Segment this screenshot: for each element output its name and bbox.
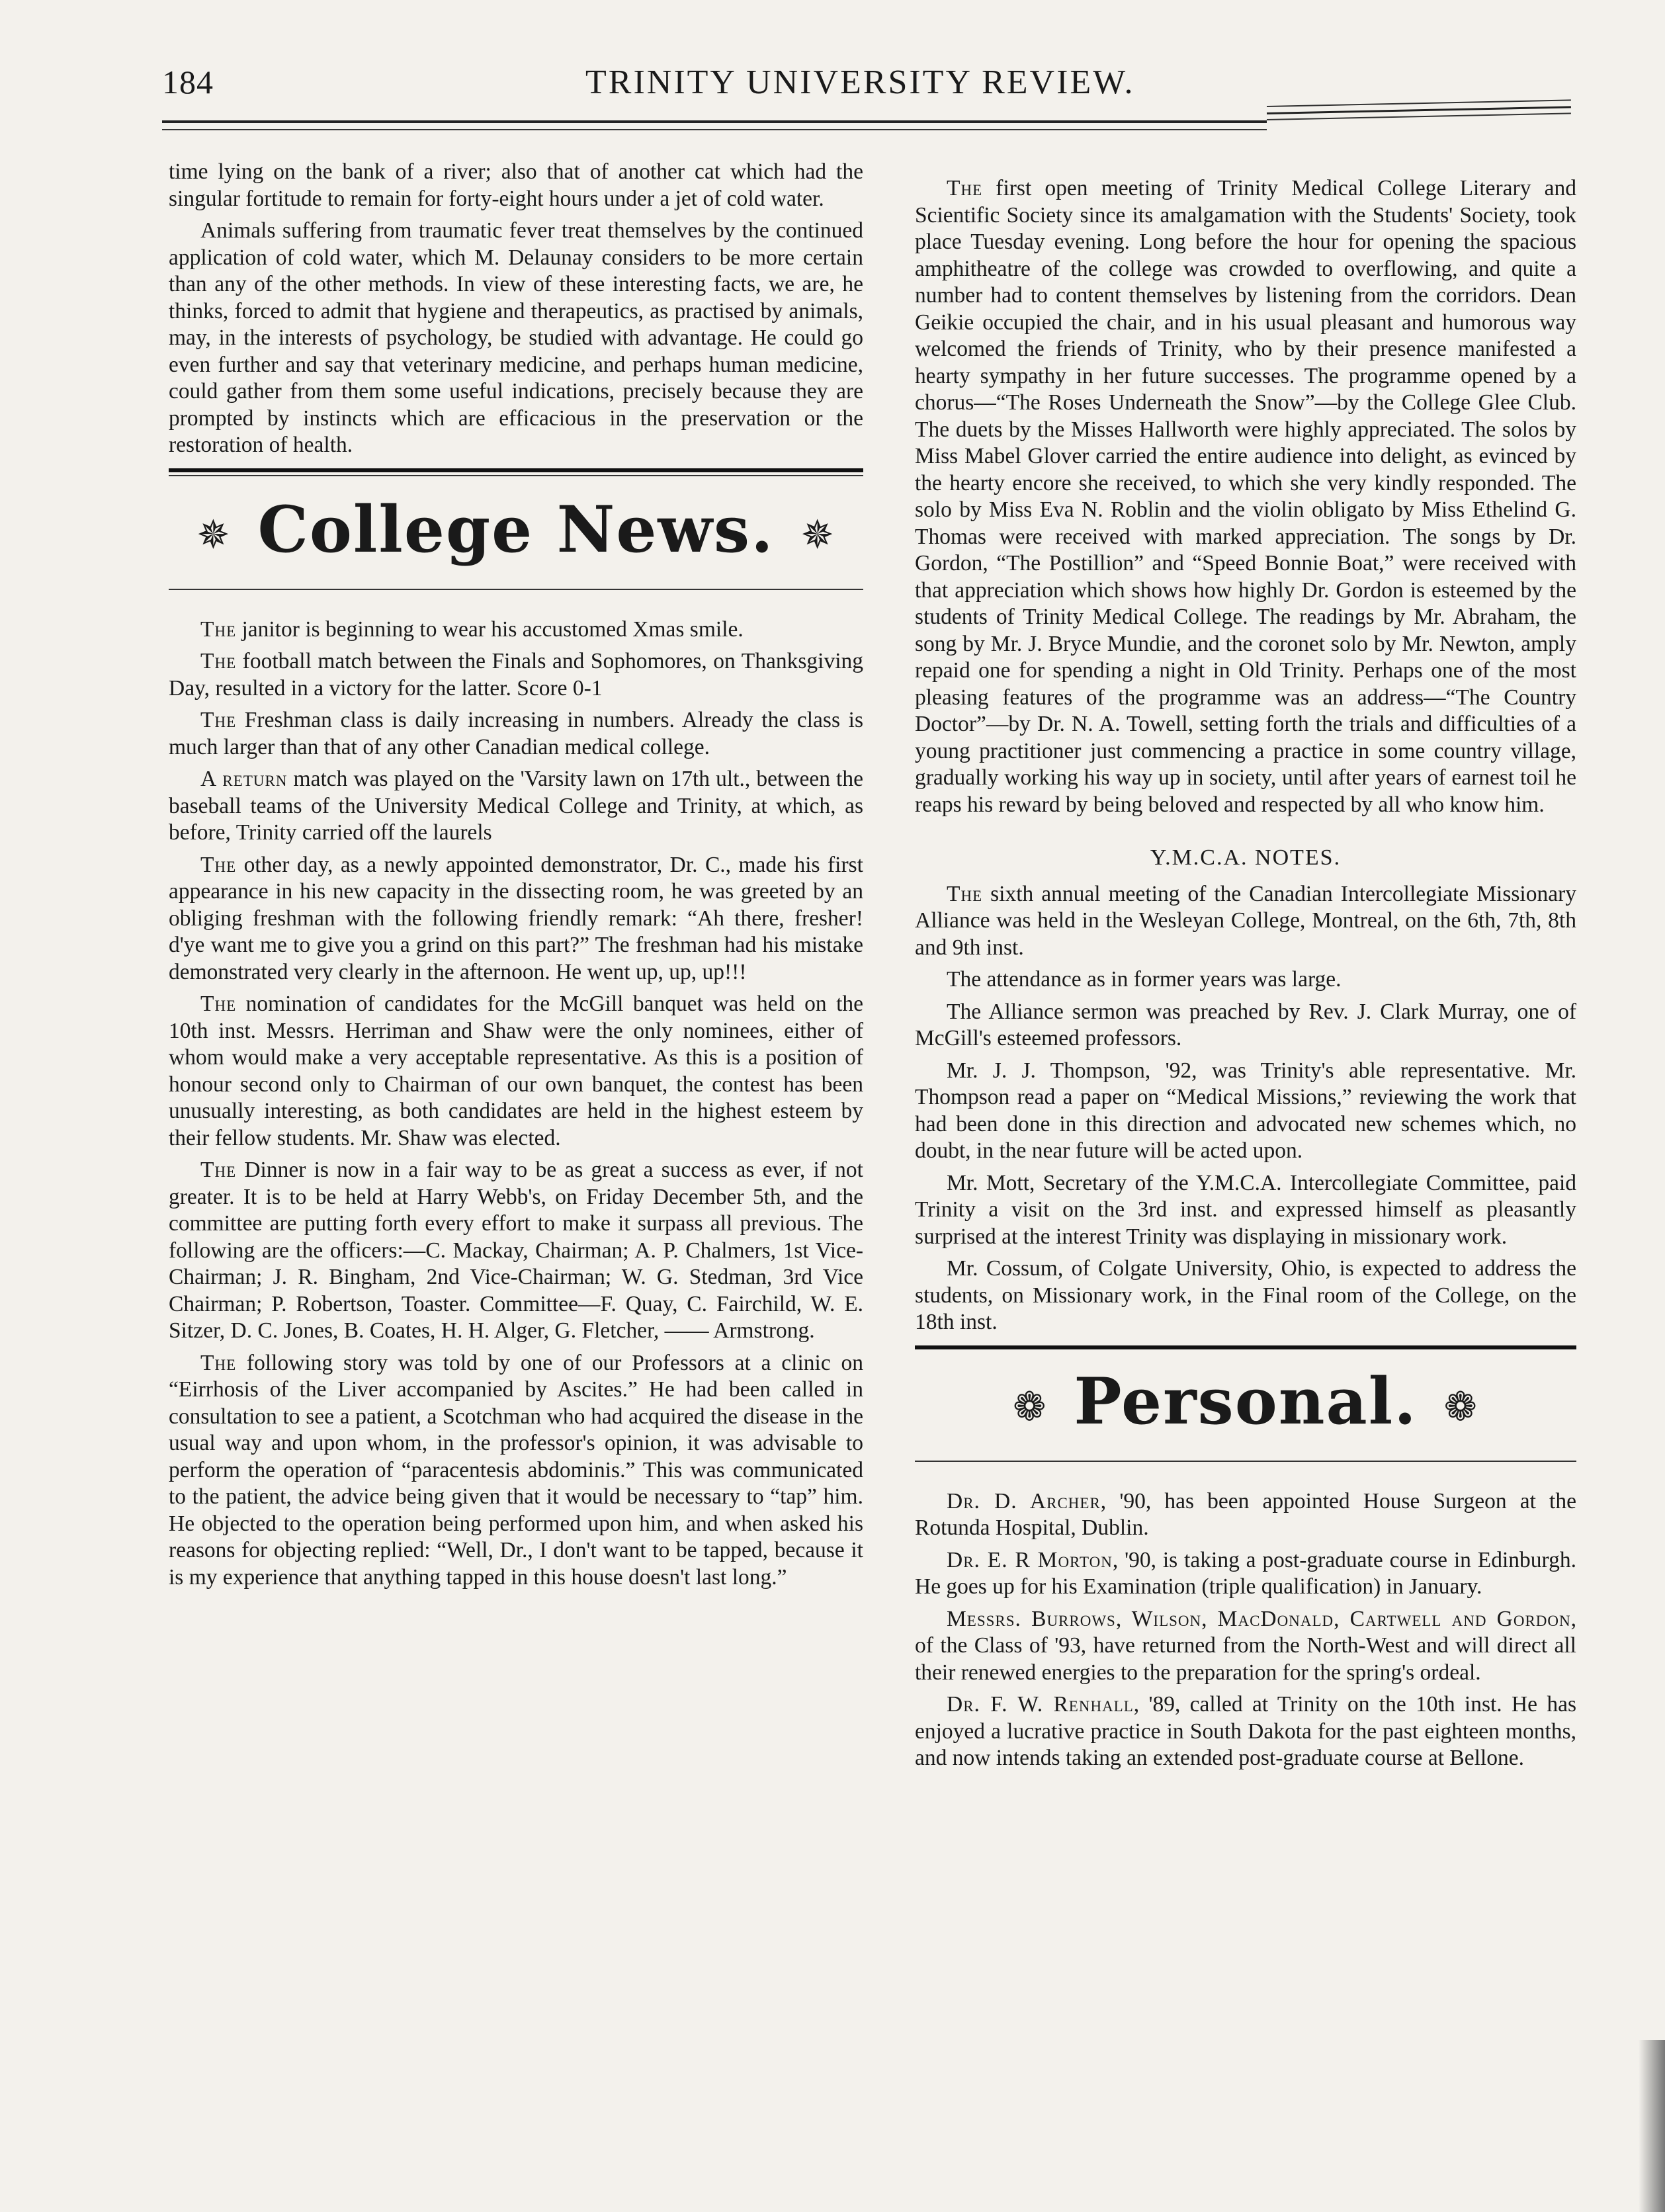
news-text: match was played on the 'Varsity lawn on 17th ult., between the baseball teams of the University Medical College and Trinity, at which, as before, Trinity carried off the laurels: [169, 767, 863, 845]
news-lead: A return: [200, 767, 288, 791]
ymca-item: Mr. J. J. Thompson, '92, was Trinity's able representative. Mr. Thompson read a paper on “Medical Missions,” reviewing the work that had been done in this direction and advocated new schemes which, no doubt, in the near future will be acted upon.: [915, 1058, 1576, 1163]
right-column: [915, 175, 1576, 1777]
personal-lead: Dr. E. R Morton: [947, 1547, 1113, 1572]
college-news-heading: [169, 480, 863, 579]
society-text: first open meeting of Trinity Medical College Literary and Scientific Society since its amalgamation with the Students' Society, took place Tuesday evening. Long before the hour for opening the spacious amphitheatre of the college was crowded to overflowing, and quite a number had to content themselves by listening from the corridors. Dean Geikie occupied the chair, and in his usual pleasant and humorous way welcomed the friends of Trinity, who by their presence manifested a hearty sympathy in her future successes. The programme opened by a chorus—“The Roses Underneath the Snow”—by the College Glee Club. The duets by the Misses Hallworth were highly appreciated. The solos by Miss Mabel Glover carried the entire audience into delight, as evinced by the hearty encore she received, to which she very kindly responded. The solo by Miss Eva N. Roblin and the violin obligato by Miss Ethelind G. Thomas were received with marked appreciation. The songs by Dr. Gordon, “The Postillion” and “Speed Bonnie Boat,” were received with that appreciation which shows how highly Dr. Gordon is esteemed by the students of Trinity Medical College. The readings by Mr. Abraham, the song by Mr. J. Bryce Mundie, and the coronet solo by Mr. Newton, amply repaid one for spending a night in Old Trinity. Perhaps one of the most pleasing features of the programme was an address—“The Country Doctor”—by Dr. N. A. Towell, setting forth the trials and difficulties of a young practitioner just commencing a practice in some country village, gradually working his way up in society, until after years of earnest toil he reaps his reward by being beloved and respected by all who know him.: [915, 176, 1576, 817]
personal-text: , '90, has been appointed House Surgeon at the Rotunda Hospital, Dublin.: [915, 1488, 1576, 1540]
news-item: [169, 1350, 863, 1592]
personal-text: , of the Class of '93, have returned from the North-West and will direct all their renewed energies to the preparation for the spring's ordeal.: [915, 1606, 1576, 1685]
personal-lead: Dr. D. Archer: [947, 1488, 1101, 1513]
ymca-item: The Alliance sermon was preached by Rev. J. Clark Murray, one of McGill's esteemed professors.: [915, 999, 1576, 1050]
personal-item: [915, 1606, 1576, 1687]
society-lead: The: [947, 176, 983, 200]
news-lead: The: [200, 617, 237, 642]
news-text: other day, as a newly appointed demonstrator, Dr. C., made his first appearance in his new capacity in the dissecting room, he was greeted by an obliging freshman with the following friendly remark: “Ah there, fresher! d'ye want me to give you a grind on this part?” The freshman had his mistake demonstrated very clearly in the afternoon. He went up, up, up!!!: [169, 852, 863, 984]
page-edge-shadow: [1639, 2040, 1665, 2212]
personal-lead: Messrs. Burrows, Wilson, MacDonald, Cartwell and Gordon: [947, 1606, 1571, 1631]
news-lead: The: [200, 708, 237, 732]
star-ornament-icon: ✵: [196, 511, 232, 558]
header-rule: [162, 129, 1267, 130]
news-text: janitor is beginning to wear his accustomed Xmas smile.: [236, 617, 744, 642]
header-rule: [1267, 112, 1571, 120]
ymca-lead: The: [947, 881, 983, 906]
article-paragraph: time lying on the bank of a river; also that of another cat which had the singular fortitude to remain for forty-eight hours under a jet of cold water.: [169, 159, 863, 211]
personal-item: [915, 1691, 1576, 1772]
news-text: football match between the Finals and Sophomores, on Thanksgiving Day, resulted in a victory for the latter. Score 0-1: [169, 649, 863, 701]
article-paragraph: Animals suffering from traumatic fever treat themselves by the continued application of cold water, which M. Delaunay considers to be more certain than any of the other methods. In view of these interesting facts, we are, he thinks, forced to admit that hygiene and therapeutics, as practised by animals, may, in the interests of psychology, be studied with advantage. He could go even further and say that veterinary medicine, and perhaps human medicine, could gather from them some useful indications, precisely because they are prompted by instincts which are efficacious in the preservation or the restoration of health.: [169, 218, 863, 457]
personal-text: , '90, is taking a post-graduate course in Edinburgh. He goes up for his Examination (triple qualification) in January.: [915, 1547, 1576, 1599]
ymca-item: Mr. Cossum, of Colgate University, Ohio, is expected to address the students, on Missionary work, in the Final room of the College, on the 18th inst.: [915, 1256, 1576, 1334]
star-ornament-icon: ✵: [800, 511, 835, 558]
section-rule: [169, 589, 863, 590]
news-item: [169, 617, 863, 644]
flower-ornament-icon: ❁: [1443, 1383, 1478, 1430]
personal-lead: Dr. F. W. Renhall: [947, 1692, 1134, 1717]
news-lead: The: [200, 1350, 237, 1375]
news-lead: The: [200, 852, 237, 877]
section-rule: [915, 1461, 1576, 1462]
news-item: [169, 1157, 863, 1345]
news-text: nomination of candidates for the McGill banquet was held on the 10th inst. Messrs. Herriman and Shaw were the only nominees, either of whom would make a very acceptable representative. As this is a position of honour second only to Chairman of our own banquet, the contest has been unusually interesting, as both candidates are held in the highest esteem by their fellow students. Mr. Shaw was elected.: [169, 992, 863, 1150]
ymca-item: Mr. Mott, Secretary of the Y.M.C.A. Intercollegiate Committee, paid Trinity a visit on the 3rd inst. and expressed himself as pleasantly surprised at the interest Trinity was displaying in missionary work.: [915, 1170, 1576, 1249]
section-rule: [915, 1345, 1576, 1349]
news-lead: The: [200, 649, 237, 673]
society-report: [915, 175, 1576, 818]
ymca-text: sixth annual meeting of the Canadian Intercollegiate Missionary Alliance was held in the Wesleyan College, Montreal, on the 6th, 7th, 8th and 9th inst.: [915, 881, 1576, 960]
news-text: following story was told by one of our Professors at a clinic on “Eirrhosis of the Liver accompanied by Ascites.” He had been called in consultation to see a patient, a Scotchman who had acquired the disease in the usual way and upon whom, in the professor's opinion, it was advisable to perform the operation of “paracentesis abdominis.” This was communicated to the patient, the advice being given that it would be necessary to “tap” him. He objected to the operation being performed upon him, and when asked his reasons for objecting replied: “Well, Dr., I don't want to be tapped, because it is my experience that anything tapped in this house doesn't last long.”: [169, 1350, 863, 1590]
news-item: [169, 991, 863, 1152]
personal-text: , '89, called at Trinity on the 10th inst. He has enjoyed a lucrative practice in South Dakota for the past eighteen months, and now intends taking an extended post-graduate course at Bellone.: [915, 1692, 1576, 1770]
news-text: Dinner is now in a fair way to be as great a success as ever, if not greater. It is to be held at Harry Webb's, on Friday December 5th, and the committee are putting forth every effort to make it surpass all previous. The following are the officers:—C. Mackay, Chairman; A. P. Chalmers, 1st Vice-Chairman; J. R. Bingham, 2nd Vice-Chairman; W. G. Stedman, 3rd Vice Chairman; P. Robertson, Toaster. Committee—F. Quay, C. Fairchild, W. E. Sitzer, D. C. Jones, B. Coates, H. H. Alger, G. Fletcher, —— Armstrong.: [169, 1158, 863, 1343]
news-lead: The: [200, 1158, 237, 1182]
header-rule: [162, 120, 1267, 123]
journal-title: TRINITY UNIVERSITY REVIEW.: [585, 64, 1135, 101]
news-item: [169, 707, 863, 761]
left-column: [169, 159, 863, 1596]
personal-title: Personal.: [1074, 1363, 1418, 1439]
page-header: [162, 63, 1584, 109]
personal-item: [915, 1488, 1576, 1542]
college-news-title: College News.: [257, 491, 775, 567]
section-rule: [169, 468, 863, 472]
personal-heading: [915, 1352, 1576, 1451]
news-item: [169, 648, 863, 702]
news-item: [169, 766, 863, 847]
flower-ornament-icon: ❁: [1013, 1383, 1048, 1430]
news-lead: The: [200, 992, 237, 1016]
section-rule: [169, 475, 863, 476]
ymca-notes-heading: Y.M.C.A. NOTES.: [1150, 845, 1342, 870]
ymca-item: [915, 881, 1576, 962]
ymca-item: The attendance as in former years was large.: [947, 967, 1342, 992]
news-text: Freshman class is daily increasing in numbers. Already the class is much larger than that of any other Canadian medical college.: [169, 708, 863, 759]
personal-item: [915, 1547, 1576, 1601]
page-number: 184: [162, 64, 214, 101]
news-item: [169, 852, 863, 986]
